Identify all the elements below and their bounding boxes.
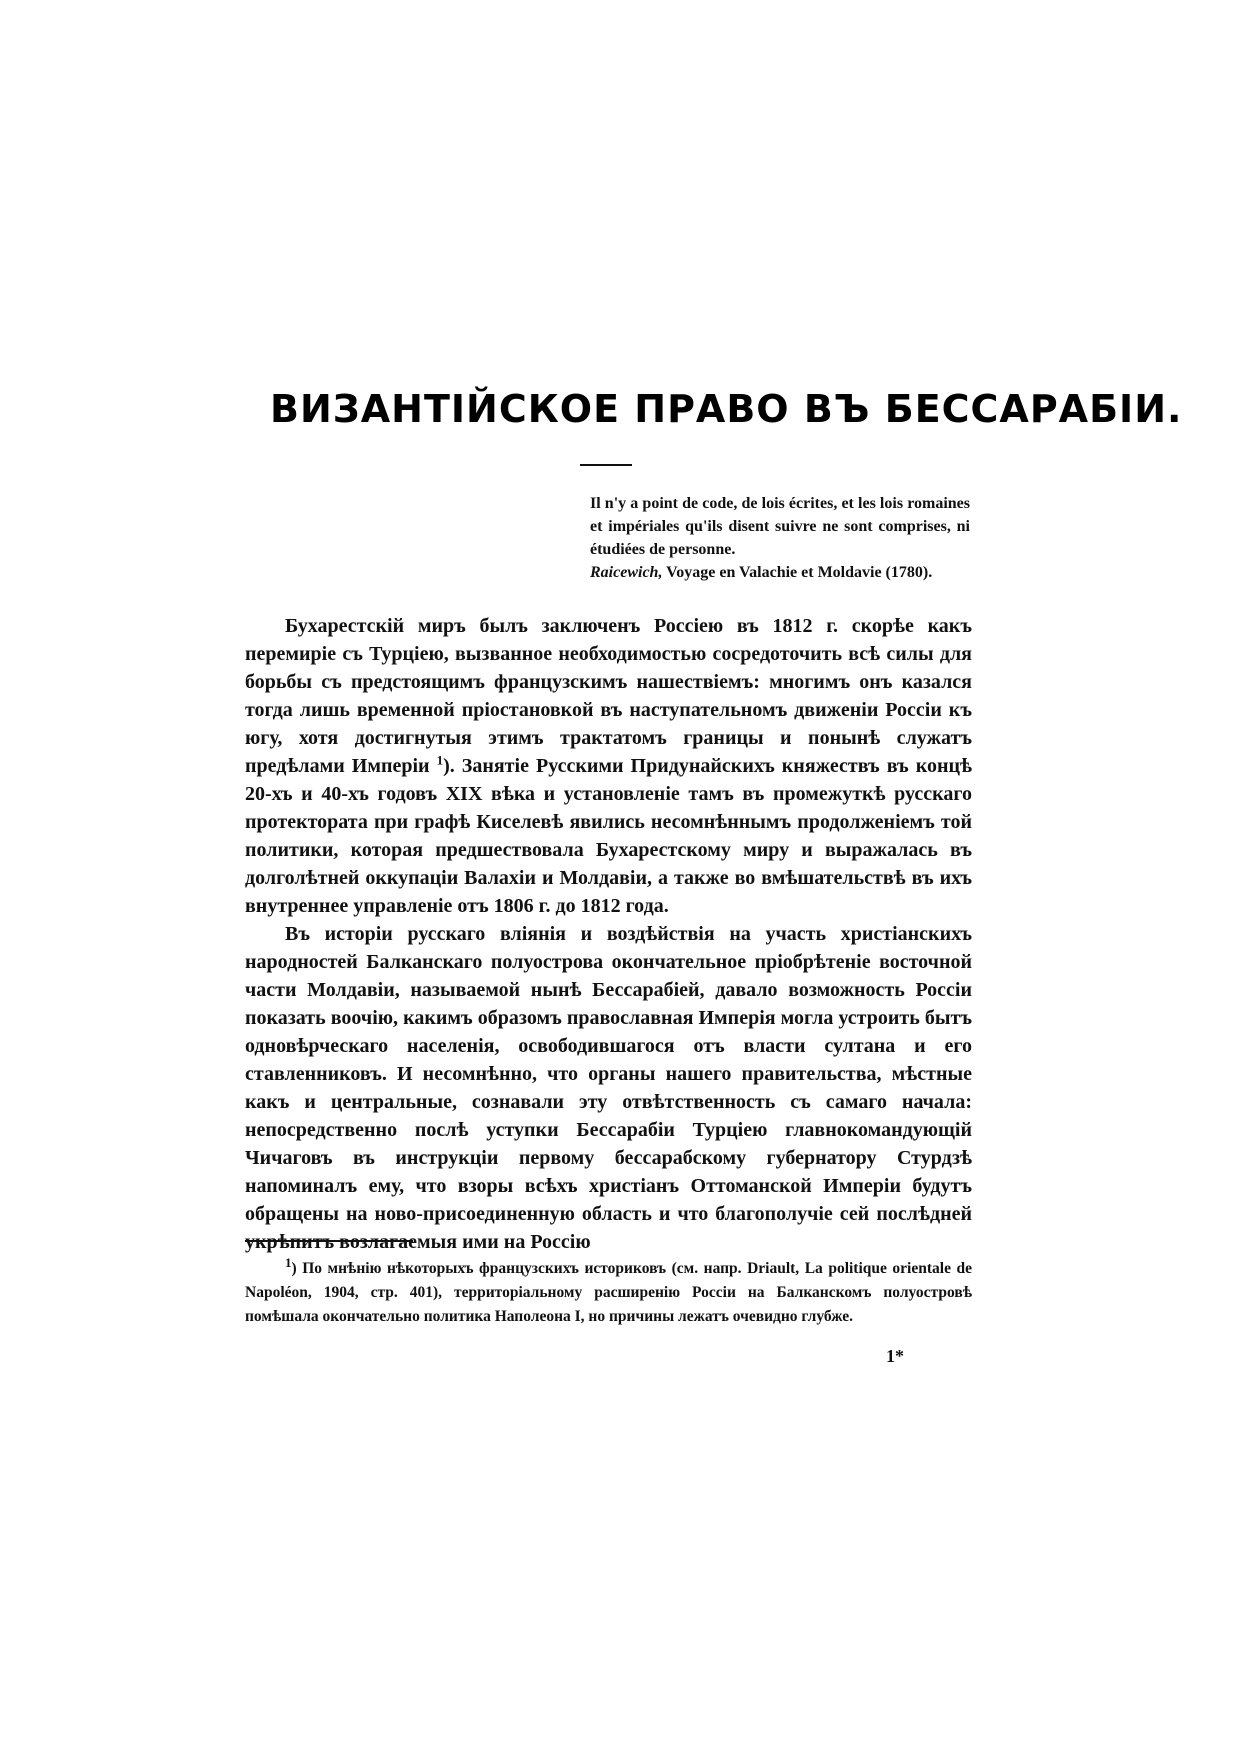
paragraph-1-part-b: ). Занятіе Русскими Придунайскихъ княжествъ въ концѣ 20-хъ и 40-хъ годовъ XIX вѣка и установленіе тамъ въ промежуткѣ русскаго протектората при графѣ Киселевѣ явились несомнѣннымъ продолженіемъ той политики, которая предшествовала Бухарестскому миру и выражалась въ долголѣтней оккупаціи Валахіи и Молдавіи, а также во вмѣшательствѣ въ ихъ внутреннее управленіе отъ 1806 г. до 1812 года.: [245, 755, 972, 917]
footnote-text: ) По мнѣнію нѣкоторыхъ французскихъ историковъ (см. напр. Driault, La politique orientale de Napoléon, 1904, стр. 401), территоріальному расширенію Россіи на Балканскомъ полуостровѣ помѣшала окончательно политика Наполеона I, но причины лежатъ очевидно глубже.: [245, 1260, 972, 1325]
signature-mark: 1*: [886, 1346, 904, 1366]
paragraph-1-part-a: Бухарестскій миръ былъ заключенъ Россіею въ 1812 г. скорѣе какъ перемиріе съ Турціею, вызванное необходимостью сосредоточить всѣ силы для борьбы съ предстоящимъ французскимъ нашествіемъ: многимъ онъ казался тогда лишь временной пріостановкой въ наступательномъ движеніи Россіи къ югу, хотя достигнутыя этимъ трактатомъ границы и понынѣ служатъ предѣлами Имперіи: [245, 615, 972, 777]
main-text: [245, 612, 972, 1256]
footnote-divider: [245, 1240, 413, 1242]
page-title: ВИЗАНТІЙСКОЕ ПРАВО ВЪ БЕССАРАБІИ.: [270, 387, 1183, 431]
epigraph-quote: Il n'y a point de code, de lois écrites, et les lois romaines et impériales qu'ils disent suivre ne sont comprises, ni étudiées de personne.: [590, 495, 970, 558]
title-divider: [580, 464, 632, 466]
footnote-mark: 1: [285, 1254, 292, 1270]
paragraph-2: Въ исторіи русскаго вліянія и воздѣйствія на участь христіанскихъ народностей Балканскаго полуострова окончательное пріобрѣтеніе восточной части Молдавіи, называемой нынѣ Бессарабіей, давало возможность Россіи показать воочію, какимъ образомъ православная Имперія могла устроить бытъ одновѣрческаго населенія, освободившагося отъ власти султана и его ставленниковъ. И несомнѣнно, что органы нашего правительства, мѣстные какъ и центральные, сознавали эту отвѣтственность съ самаго начала: непосредственно послѣ уступки Бессарабіи Турціею главнокомандующій Чичаговъ въ инструкціи первому бессарабскому губернатору Стурдзѣ напоминалъ ему, что взоры всѣхъ христіанъ Оттоманской Имперіи будутъ обращены на ново-присоединенную область и что благополучіе сей послѣдней укрѣпитъ возлагаемыя ими на Россію: [245, 923, 972, 1253]
epigraph-source-line: [590, 561, 970, 584]
epigraph-source: Voyage en Valachie et Moldavie (1780).: [666, 564, 933, 581]
epigraph-author: Raicewich,: [590, 564, 663, 581]
footnote-body: [245, 1254, 972, 1329]
paragraph-1: [245, 612, 972, 920]
footnote-reference: 1: [436, 752, 444, 768]
footnote: [245, 1254, 972, 1329]
epigraph: [590, 492, 970, 584]
